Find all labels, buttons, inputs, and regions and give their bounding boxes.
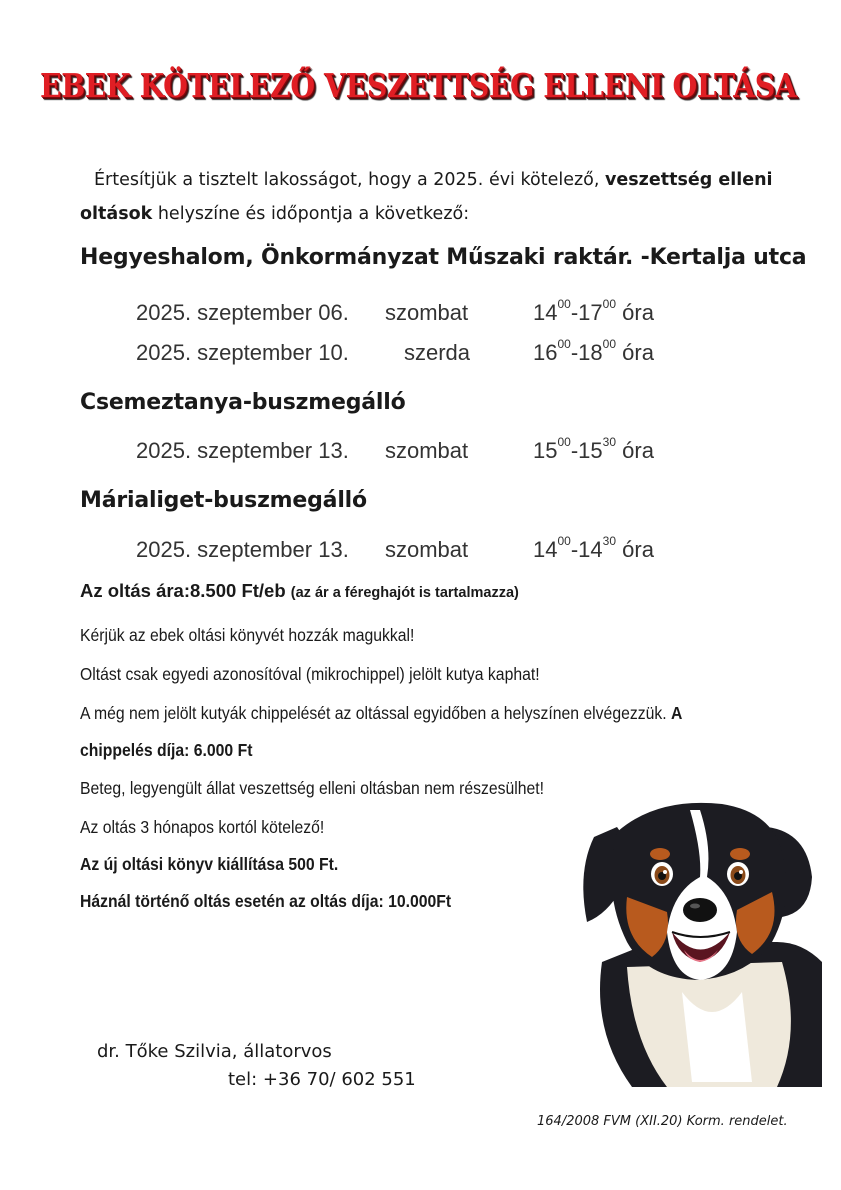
schedule-time: $14^{00}-14^{30}$ óra	[533, 534, 654, 562]
schedule-day: szombat	[385, 438, 469, 463]
signature-name: dr. Tőke Szilvia, állatorvos	[97, 1041, 332, 1062]
schedule-time: $15^{00}-15^{30}$ óra	[533, 435, 654, 463]
intro-paragraph	[80, 163, 825, 231]
note-line: Az új oltási könyv kiállítása 500 Ft.	[80, 854, 339, 874]
schedule-time: $16^{00}-18^{00}$ óra	[533, 337, 654, 365]
note-line: Háznál történő oltás esetén az oltás díja: 10.000Ft	[80, 891, 452, 911]
intro-text-1: Értesítjük a tisztelt lakosságot, hogy a 2025. évi kötelező,	[94, 170, 605, 190]
signature-phone: tel: +36 70/ 602 551	[228, 1069, 416, 1090]
note-line: A még nem jelölt kutyák chippelését az oltással egyidőben a helyszínen elvégezzük. A	[80, 703, 683, 723]
schedule-time: $14^{00}-17^{00}$ óra	[533, 297, 654, 325]
page-title: EBEK KÖTELEZŐ VESZETTSÉG ELLENI OLTÁSA	[40, 66, 797, 105]
note-line: Kérjük az ebek oltási könyvét hozzák magukkal!	[80, 625, 415, 645]
location-heading: Hegyeshalom, Önkormányzat Műszaki raktár. -Kertalja utca	[80, 245, 807, 270]
schedule-day: szombat	[385, 300, 469, 325]
note-line: Beteg, legyengült állat veszettség elleni oltásban nem részesülhet!	[80, 778, 545, 798]
note-line: chippelés díja: 6.000 Ft	[80, 740, 253, 760]
price-main: Az oltás ára:8.500 Ft/eb	[80, 580, 286, 601]
note-line: Oltást csak egyedi azonosítóval (mikrochippel) jelölt kutya kaphat!	[80, 664, 540, 684]
schedule-date: 2025. szeptember 13.	[136, 438, 349, 463]
schedule-day: szerda	[404, 340, 471, 365]
intro-text-2: helyszíne és időpontja a következő:	[152, 204, 470, 224]
location-heading: Csemeztanya-buszmegálló	[80, 390, 406, 415]
schedule-date: 2025. szeptember 06.	[136, 300, 349, 325]
legal-reference: 164/2008 FVM (XII.20) Korm. rendelet.	[537, 1114, 788, 1129]
note-line: Az oltás 3 hónapos kortól kötelező!	[80, 817, 325, 837]
price-line	[80, 580, 519, 602]
price-note: (az ár a féreghajót is tartalmazza)	[290, 585, 519, 601]
schedule-date: 2025. szeptember 13.	[136, 537, 349, 562]
schedule-date: 2025. szeptember 10.	[136, 340, 349, 365]
intro-text-bold: veszettség elleni oltások	[80, 170, 773, 224]
schedule-day: szombat	[385, 537, 469, 562]
dog-illustration	[572, 792, 822, 1087]
location-heading: Márialiget-buszmegálló	[80, 488, 367, 513]
